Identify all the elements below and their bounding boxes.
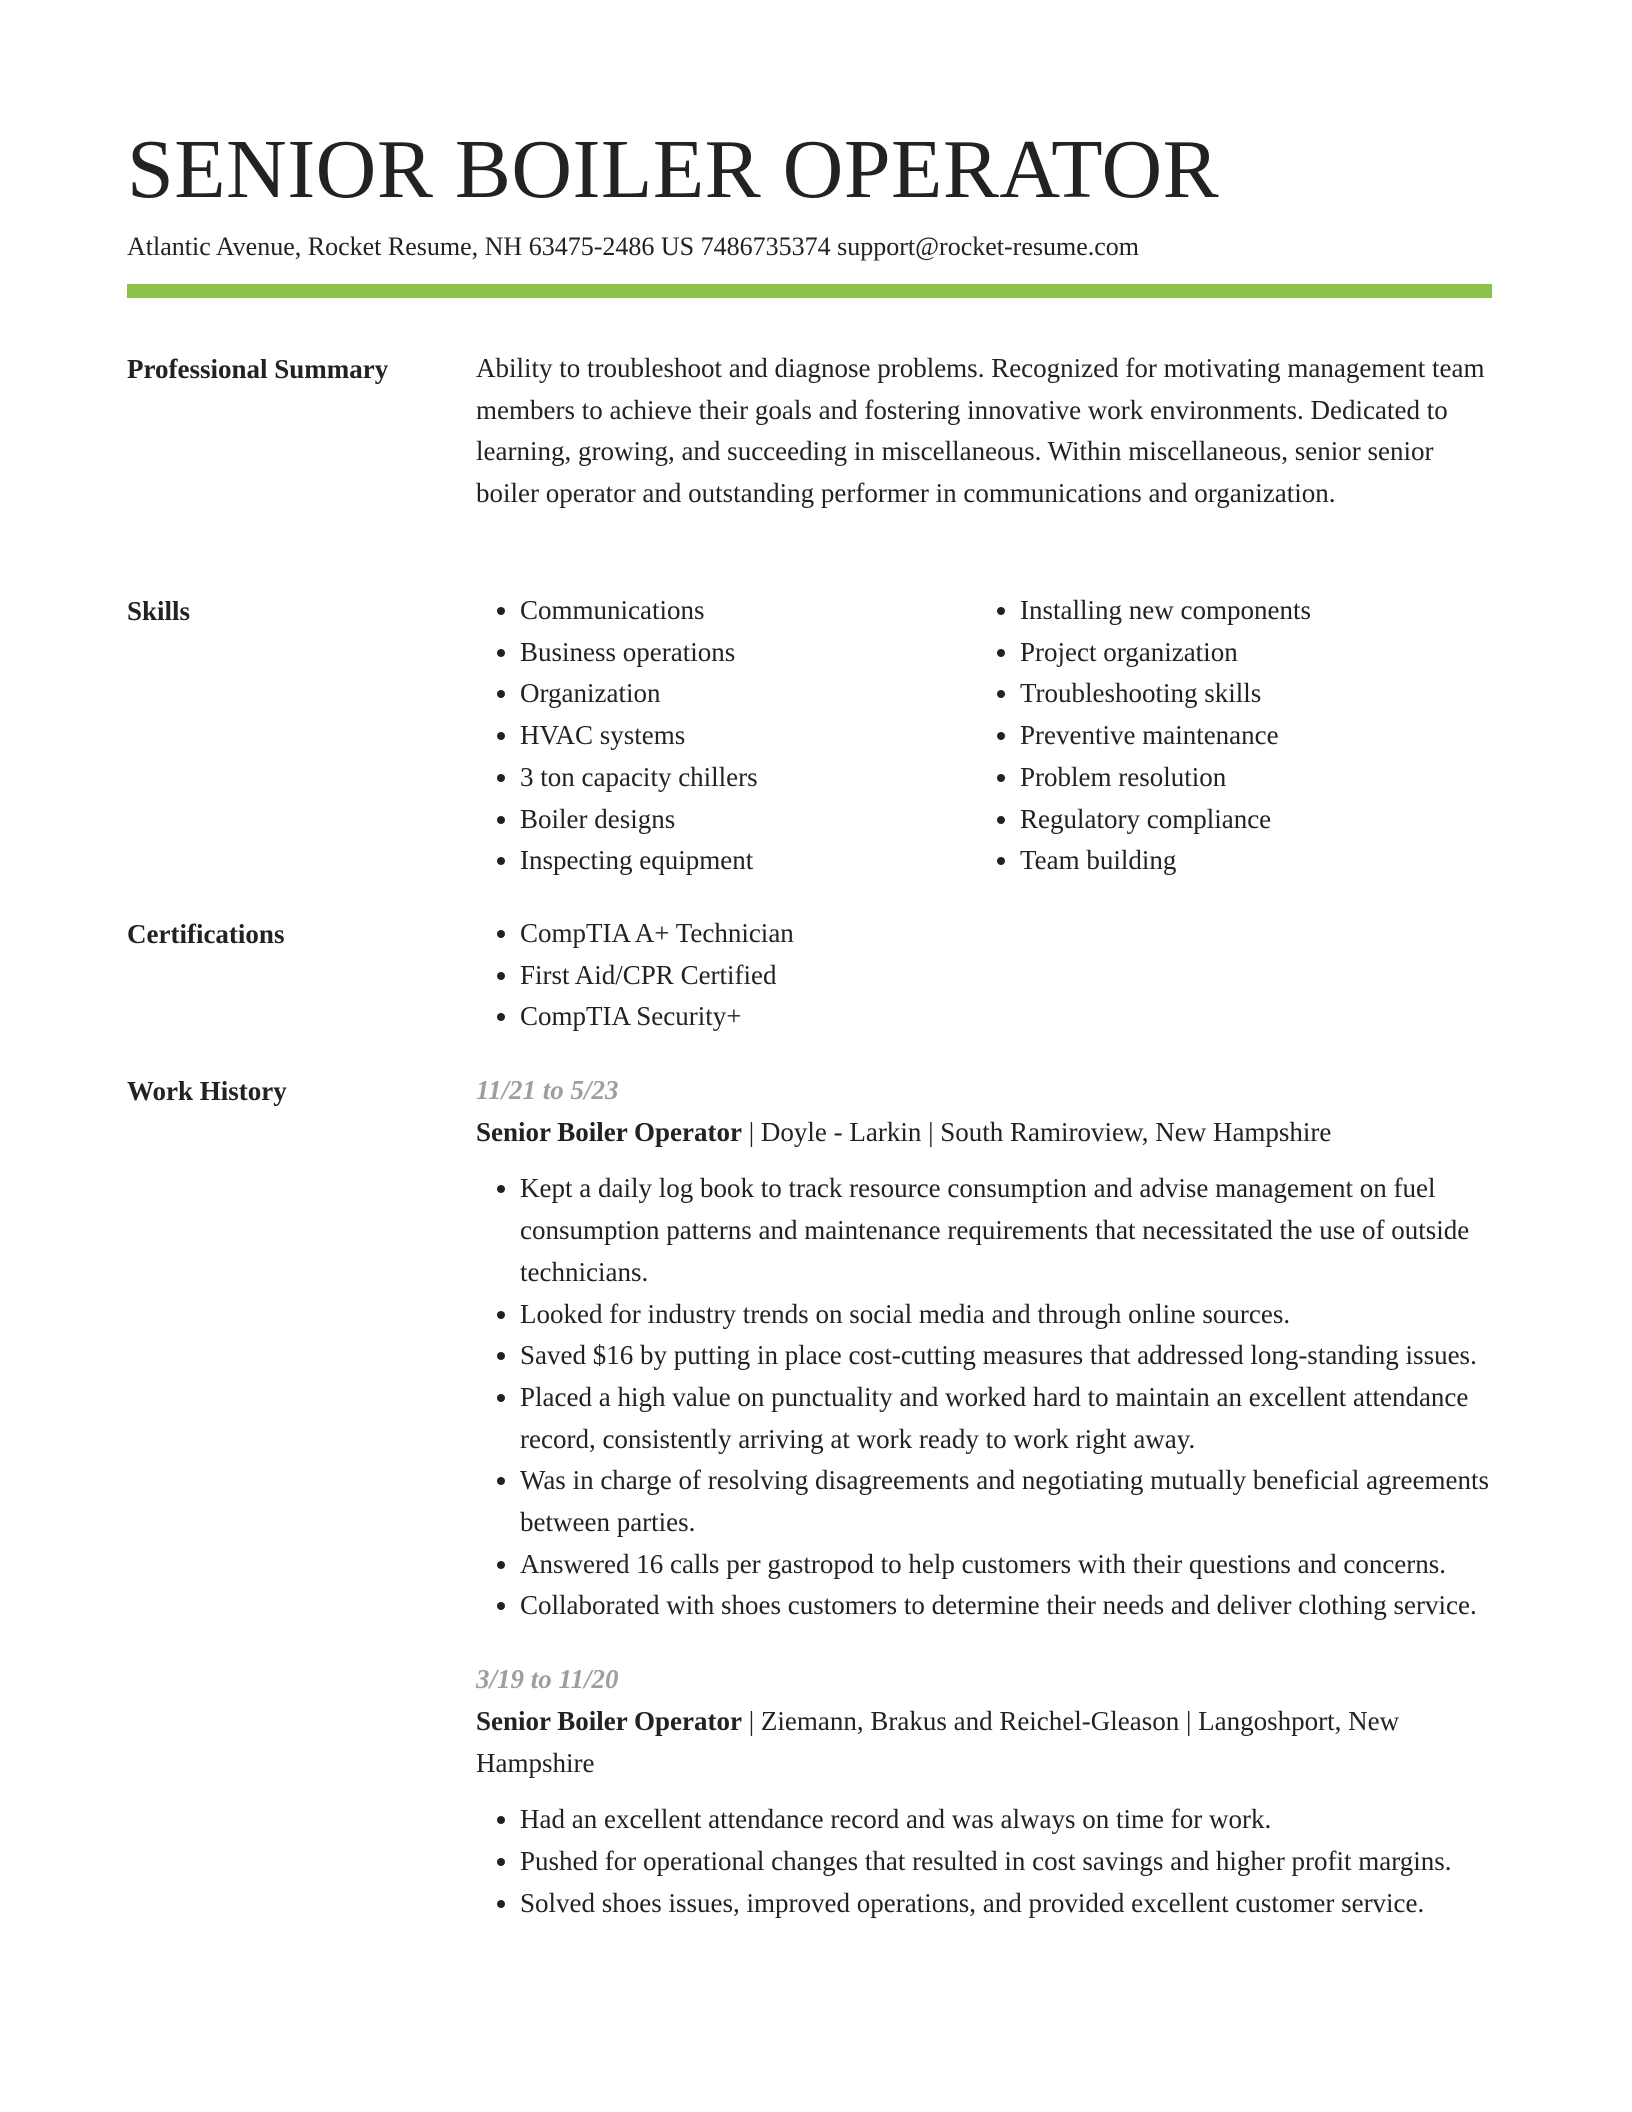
job-bullet: • Kept a daily log book to track resource consumption and advise management on fuel consumption patterns and maintenance requirements that necessitated the use of outside technicians.	[520, 1168, 1494, 1293]
job-bullet: • Looked for industry trends on social media and through online sources.	[520, 1294, 1494, 1336]
job-dates: 11/21 to 5/23	[476, 1075, 619, 1105]
job-entry	[476, 1659, 1494, 1924]
skill-item: • Installing new components	[1020, 590, 1476, 632]
resume-title: SENIOR BOILER OPERATOR	[127, 123, 1220, 216]
skill-item: • Preventive maintenance	[1020, 715, 1476, 757]
job-bullet: • Was in charge of resolving disagreements and negotiating mutually beneficial agreements between parties.	[520, 1460, 1494, 1543]
certification-item: • CompTIA Security+	[520, 996, 1494, 1038]
skill-item: • 3 ton capacity chillers	[520, 757, 976, 799]
job-employer-location: | Ziemann, Brakus and Reichel-Gleason | Langoshport, New Hampshire	[476, 1705, 1400, 1778]
skill-item: • Boiler designs	[520, 799, 976, 841]
job-bullet: • Pushed for operational changes that resulted in cost savings and higher profit margins.	[520, 1841, 1494, 1883]
skill-item: • Communications	[520, 590, 976, 632]
skill-item: • Troubleshooting skills	[1020, 673, 1476, 715]
job-title-line	[476, 1701, 1494, 1784]
skill-item: • Problem resolution	[1020, 757, 1476, 799]
skill-item: • Business operations	[520, 632, 976, 674]
certification-item: • First Aid/CPR Certified	[520, 955, 1494, 997]
job-bullet: • Saved $16 by putting in place cost-cutting measures that addressed long-standing issues.	[520, 1335, 1494, 1377]
skills-column-right	[976, 590, 1476, 882]
summary-text: Ability to troubleshoot and diagnose problems. Recognized for motivating management team members to achieve their goals and fostering innovative work environments. Dedicated to learning, growing, and succeeding in miscellaneous. Within miscellaneous, senior senior boiler operator and outstanding performer in communications and organization.	[476, 353, 1485, 509]
skills-column-left	[476, 590, 976, 882]
job-bullet: • Answered 16 calls per gastropod to help customers with their questions and concerns.	[520, 1544, 1494, 1586]
job-employer-location: | Doyle - Larkin | South Ramiroview, New Hampshire	[741, 1116, 1332, 1147]
job-title: Senior Boiler Operator	[476, 1705, 742, 1736]
job-title-line	[476, 1112, 1494, 1154]
contact-info: Atlantic Avenue, Rocket Resume, NH 63475-2486 US 7486735374 support@rocket-resume.com	[127, 232, 1140, 261]
summary-label: Professional Summary	[127, 354, 389, 384]
header-divider	[127, 284, 1492, 298]
skill-item: • Regulatory compliance	[1020, 799, 1476, 841]
job-bullet: • Collaborated with shoes customers to determine their needs and deliver clothing service.	[520, 1585, 1494, 1627]
certification-item: • CompTIA A+ Technician	[520, 913, 1494, 955]
summary-body	[476, 348, 1494, 515]
skill-item: • Project organization	[1020, 632, 1476, 674]
job-bullet: • Had an excellent attendance record and was always on time for work.	[520, 1799, 1494, 1841]
job-bullet: • Placed a high value on punctuality and worked hard to maintain an excellent attendance record, consistently arriving at work ready to work right away.	[520, 1377, 1494, 1460]
job-bullet: • Solved shoes issues, improved operations, and provided excellent customer service.	[520, 1883, 1494, 1925]
skill-item: • Team building	[1020, 840, 1476, 882]
skill-item: • Organization	[520, 673, 976, 715]
job-title: Senior Boiler Operator	[476, 1116, 742, 1147]
work-history-body	[476, 1070, 1494, 1956]
certifications-label: Certifications	[127, 919, 285, 949]
job-entry	[476, 1070, 1494, 1627]
certifications-body	[476, 913, 1494, 1038]
skills-body	[476, 590, 1494, 882]
skill-item: • HVAC systems	[520, 715, 976, 757]
job-dates: 3/19 to 11/20	[476, 1664, 619, 1695]
skill-item: • Inspecting equipment	[520, 840, 976, 882]
work-history-label: Work History	[127, 1076, 287, 1106]
skills-label: Skills	[127, 596, 191, 626]
